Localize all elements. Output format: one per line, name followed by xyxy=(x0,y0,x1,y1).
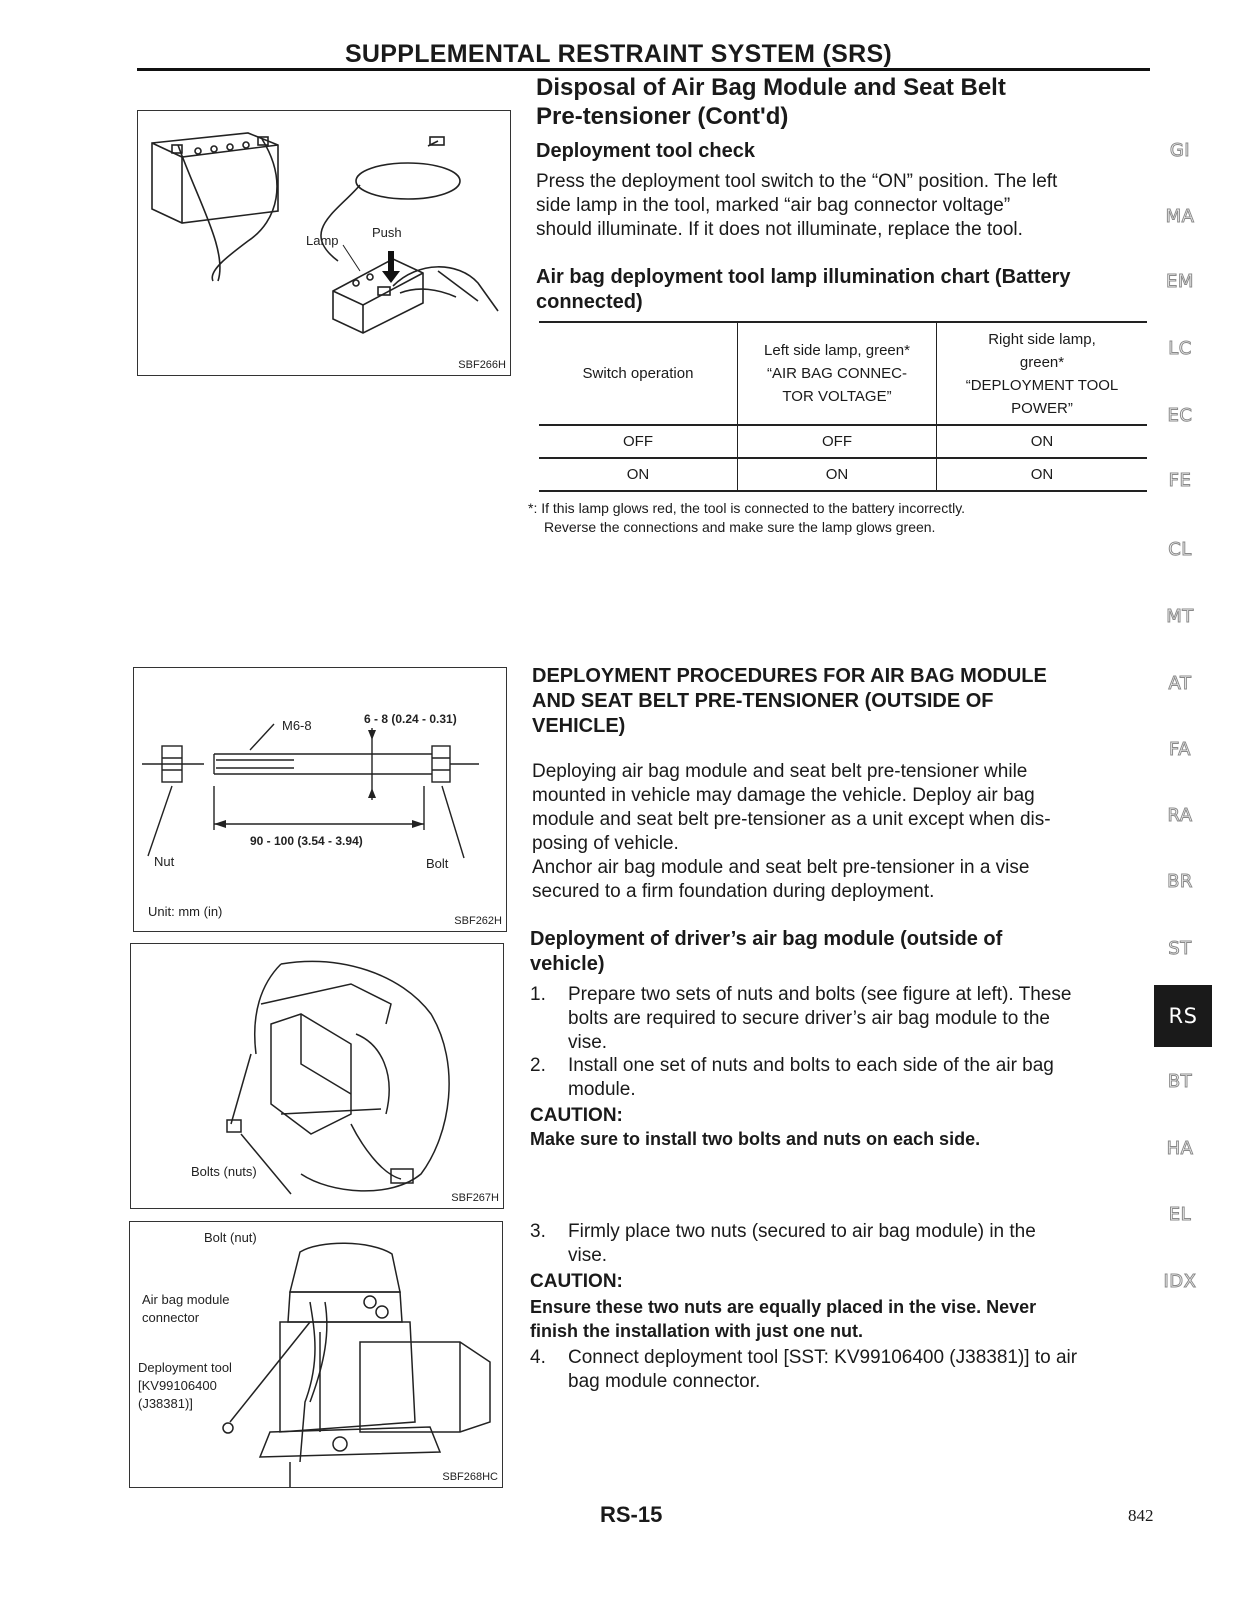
thread-length-label: 6 - 8 (0.24 - 0.31) xyxy=(364,712,457,726)
side-tab-fa[interactable]: FA xyxy=(1168,739,1191,760)
figure-code: SBF268HC xyxy=(442,1471,498,1483)
tool-label-line2: [KV99106400 xyxy=(138,1378,217,1393)
figure-code: SBF266H xyxy=(458,359,506,371)
step-number: 4. xyxy=(530,1347,546,1368)
side-tab-bt[interactable]: BT xyxy=(1167,1071,1193,1092)
step-line: Connect deployment tool [SST: KV99106400 (J38381)] to air xyxy=(568,1347,1078,1368)
lamp-illumination-table xyxy=(539,321,1147,492)
table-header-cell xyxy=(539,322,738,425)
list-item xyxy=(530,983,1142,1055)
table-row xyxy=(539,425,1147,458)
figure-battery-deployment-tool xyxy=(137,110,511,376)
caution-label: CAUTION: xyxy=(530,1271,623,1292)
table-header-cell xyxy=(937,322,1148,425)
paragraph-line: module and seat belt pre-tensioner as a unit except when dis- xyxy=(532,809,1051,830)
step-line: Firmly place two nuts (secured to air bag module) in the xyxy=(568,1221,1036,1242)
step-text xyxy=(568,983,1142,1055)
procedures-heading-line: DEPLOYMENT PROCEDURES FOR AIR BAG MODULE xyxy=(532,665,1047,687)
unit-label: Unit: mm (in) xyxy=(148,904,223,919)
side-tab-gi[interactable]: GI xyxy=(1169,140,1191,161)
list-item xyxy=(530,1346,1142,1394)
lamp-label: Lamp xyxy=(306,233,339,248)
step-text xyxy=(568,1054,1142,1102)
procedures-heading xyxy=(532,664,1047,739)
paragraph-line: Deploying air bag module and seat belt pre-tensioner while xyxy=(532,761,1028,782)
side-tab-ec[interactable]: EC xyxy=(1167,405,1193,426)
bolt-length-label: 90 - 100 (3.54 - 3.94) xyxy=(250,834,363,848)
side-tab-el[interactable]: EL xyxy=(1168,1204,1192,1225)
side-tab-ha[interactable]: HA xyxy=(1166,1138,1194,1159)
bolt-spec-label: M6-8 xyxy=(282,718,312,733)
header-rule xyxy=(137,68,1150,71)
side-tab-fe[interactable]: FE xyxy=(1168,470,1192,491)
step-line: Install one set of nuts and bolts to each side of the air bag xyxy=(568,1055,1054,1076)
section-title-line1: Disposal of Air Bag Module and Seat Belt xyxy=(536,74,1006,101)
connector-label-line1: Air bag module xyxy=(142,1292,230,1307)
step-line: bolts are required to secure driver’s air bag module to the xyxy=(568,1008,1050,1029)
header-text: POWER” xyxy=(1011,399,1073,417)
header-text: Right side lamp, xyxy=(988,330,1096,348)
header-text: “AIR BAG CONNEC- xyxy=(766,365,907,382)
nut-label: Nut xyxy=(154,854,175,869)
table-cell: ON xyxy=(539,458,738,491)
caution-line: finish the installation with just one nut. xyxy=(530,1321,863,1341)
side-tab-cl[interactable]: CL xyxy=(1168,539,1192,560)
procedures-heading-line: VEHICLE) xyxy=(532,715,626,737)
bolts-nuts-label: Bolts (nuts) xyxy=(191,1164,257,1179)
list-item xyxy=(530,1054,1142,1102)
step-number: 1. xyxy=(530,984,546,1005)
paragraph-line: posing of vehicle. xyxy=(532,833,679,854)
table-cell: OFF xyxy=(539,425,738,458)
figure-airbag-module-bolts xyxy=(130,943,504,1209)
chart-heading-line1: Air bag deployment tool lamp illumination chart (Battery xyxy=(536,266,1071,288)
header-text: “DEPLOYMENT TOOL xyxy=(965,376,1119,394)
paragraph-line: Anchor air bag module and seat belt pre-tensioner in a vise xyxy=(532,857,1030,878)
connector-label-line2: connector xyxy=(142,1310,200,1325)
side-tab-ma[interactable]: MA xyxy=(1165,206,1195,227)
airbag-module-illustration xyxy=(131,944,503,1208)
step-number: 3. xyxy=(530,1221,546,1242)
vise-illustration xyxy=(130,1222,502,1487)
step-line: vise. xyxy=(568,1032,608,1053)
step-line: bag module connector. xyxy=(568,1371,761,1392)
section-title-line2: Pre-tensioner (Cont'd) xyxy=(536,103,789,130)
table-header-cell xyxy=(738,322,937,425)
chart-heading-line2: connected) xyxy=(536,291,643,313)
side-tab-lc[interactable]: LC xyxy=(1168,338,1192,359)
step-text xyxy=(568,1220,1142,1268)
tool-check-line: should illuminate. If it does not illuminate, replace the tool. xyxy=(536,219,1023,240)
page-header-title: SUPPLEMENTAL RESTRAINT SYSTEM (SRS) xyxy=(344,40,893,68)
tool-check-heading: Deployment tool check xyxy=(536,140,755,162)
side-tab-ra[interactable]: RA xyxy=(1167,805,1193,826)
footnote-line1: *: If this lamp glows red, the tool is connected to the battery incorrectly. xyxy=(528,500,966,516)
bolt-label: Bolt xyxy=(426,856,449,871)
page-label: RS-15 xyxy=(600,1502,663,1527)
list-item xyxy=(530,1220,1142,1268)
caution-line: Ensure these two nuts are equally placed in the vise. Never xyxy=(530,1297,1037,1317)
bolt-dimension-drawing xyxy=(134,668,506,931)
procedures-paragraph xyxy=(532,760,1144,904)
paragraph-line: mounted in vehicle may damage the vehicle. Deploy air bag xyxy=(532,785,1035,806)
side-tab-br[interactable]: BR xyxy=(1167,871,1193,892)
step-line: Prepare two sets of nuts and bolts (see figure at left). These xyxy=(568,984,1072,1005)
table-cell: ON xyxy=(937,425,1148,458)
push-label: Push xyxy=(372,225,402,240)
bolt-nut-label: Bolt (nut) xyxy=(204,1230,257,1245)
header-text: Switch operation xyxy=(582,365,694,382)
side-tab-at[interactable]: AT xyxy=(1168,673,1192,694)
figure-code: SBF262H xyxy=(454,915,502,927)
caution-text xyxy=(530,1295,1036,1343)
figure-code: SBF267H xyxy=(451,1192,499,1204)
tool-label-line1: Deployment tool xyxy=(138,1360,232,1375)
step-line: vise. xyxy=(568,1245,608,1266)
caution-label: CAUTION: xyxy=(530,1105,623,1126)
step-line: module. xyxy=(568,1079,636,1100)
side-tab-em[interactable]: EM xyxy=(1166,271,1194,292)
figure-module-in-vise xyxy=(129,1221,503,1488)
table-row xyxy=(539,458,1147,491)
caution-text: Make sure to install two bolts and nuts on each side. xyxy=(530,1129,981,1149)
header-text: Left side lamp, green* xyxy=(764,342,910,359)
header-text: green* xyxy=(1019,353,1065,371)
table-header-row xyxy=(539,322,1147,425)
tool-check-line: Press the deployment tool switch to the “ON” position. The left xyxy=(536,171,1058,192)
side-tab-mt[interactable]: MT xyxy=(1166,606,1194,627)
page-number: 842 xyxy=(1128,1506,1154,1525)
tool-check-line: side lamp in the tool, marked “air bag connector voltage” xyxy=(536,195,1011,216)
side-tab-idx[interactable]: IDX xyxy=(1163,1271,1197,1292)
figure-bolt-dimensions xyxy=(133,667,507,932)
footnote-line2: Reverse the connections and make sure the lamp glows green. xyxy=(544,519,936,535)
table-cell: ON xyxy=(738,458,937,491)
procedures-heading-line: AND SEAT BELT PRE-TENSIONER (OUTSIDE OF xyxy=(532,690,994,712)
driver-heading-line1: Deployment of driver’s air bag module (outside of xyxy=(530,928,1003,950)
step-text xyxy=(568,1346,1142,1394)
driver-heading-line2: vehicle) xyxy=(530,953,605,975)
tool-check-paragraph xyxy=(536,170,1148,242)
paragraph-line: secured to a firm foundation during deployment. xyxy=(532,881,935,902)
side-tab-rs[interactable]: RS xyxy=(1154,985,1212,1047)
header-text: TOR VOLTAGE” xyxy=(782,388,892,405)
table-cell: ON xyxy=(937,458,1148,491)
side-tab-st[interactable]: ST xyxy=(1168,938,1192,959)
table-cell: OFF xyxy=(738,425,937,458)
step-number: 2. xyxy=(530,1055,546,1076)
tool-label-line3: (J38381)] xyxy=(138,1396,193,1411)
